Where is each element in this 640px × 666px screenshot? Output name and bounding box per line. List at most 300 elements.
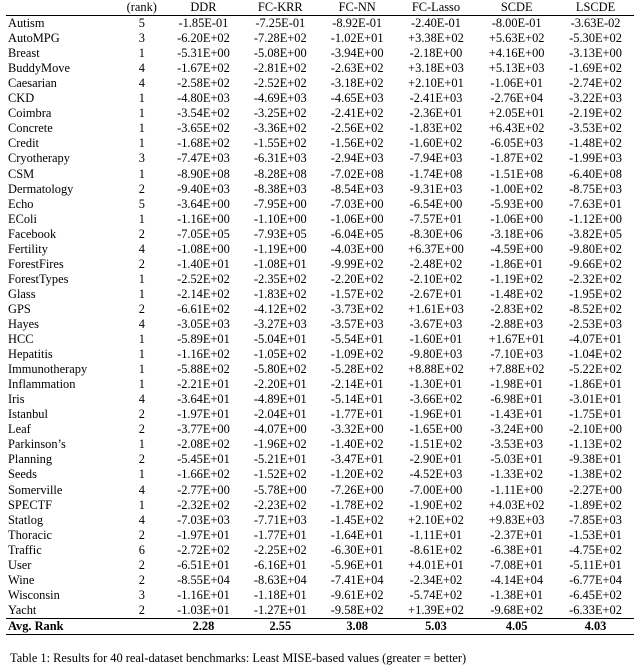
cell-scde: -2.37E+01 bbox=[490, 527, 544, 542]
cell-dataset: Hayes bbox=[8, 316, 39, 331]
avg-rank-cell-rank bbox=[119, 618, 165, 634]
cell-ddr: -7.03E+03 bbox=[177, 512, 230, 527]
cell-ddr: -3.05E+03 bbox=[177, 316, 230, 331]
cell-rank: 4 bbox=[138, 512, 145, 527]
cell-fc-nn: -5.96E+01 bbox=[330, 557, 384, 572]
results-table bbox=[6, 0, 634, 635]
cell-lscde: -2.19E+02 bbox=[569, 106, 622, 121]
cell-scde: +4.03E+02 bbox=[488, 497, 545, 512]
table-row bbox=[6, 452, 634, 467]
cell-fc-krr: -1.83E+02 bbox=[253, 286, 307, 301]
cell-dataset: Coimbra bbox=[8, 106, 52, 121]
cell-fc-lasso: -7.57E+01 bbox=[409, 211, 463, 226]
cell-fc-lasso: -1.11E+01 bbox=[409, 527, 463, 542]
cell-scde: -1.86E+01 bbox=[490, 256, 544, 271]
cell-fc-lasso: -3.67E+03 bbox=[409, 316, 463, 331]
cell-lscde: -6.33E+02 bbox=[569, 602, 622, 617]
cell-dataset: Yacht bbox=[8, 602, 37, 617]
cell-fc-krr: -7.28E+02 bbox=[253, 31, 307, 46]
table-row bbox=[6, 437, 634, 452]
cell-lscde: -8.52E+02 bbox=[569, 301, 622, 316]
cell-fc-nn: -1.02E+01 bbox=[330, 31, 384, 46]
cell-fc-nn: -4.65E+03 bbox=[330, 91, 384, 106]
cell-lscde: -8.75E+03 bbox=[569, 181, 622, 196]
cell-fc-nn: -4.03E+00 bbox=[330, 241, 384, 256]
cell-ddr: -3.77E+00 bbox=[177, 422, 230, 437]
cell-fc-krr: -5.21E+01 bbox=[253, 452, 307, 467]
cell-lscde: -1.69E+02 bbox=[569, 61, 622, 76]
cell-dataset: Seeds bbox=[8, 467, 37, 482]
cell-fc-lasso: -1.90E+02 bbox=[409, 497, 463, 512]
cell-fc-nn: -2.63E+02 bbox=[330, 61, 384, 76]
cell-scde: -1.51E+08 bbox=[490, 166, 544, 181]
table-row bbox=[6, 106, 634, 121]
cell-lscde: -3.53E+02 bbox=[569, 121, 622, 136]
cell-fc-krr: -7.25E-01 bbox=[255, 16, 306, 31]
cell-fc-lasso: +1.61E+03 bbox=[408, 301, 464, 316]
cell-rank: 1 bbox=[138, 106, 145, 121]
cell-ddr: -3.64E+01 bbox=[177, 392, 230, 407]
cell-dataset: Planning bbox=[8, 452, 53, 467]
cell-ddr: -1.66E+02 bbox=[177, 467, 230, 482]
cell-fc-nn: -3.32E+00 bbox=[330, 422, 384, 437]
cell-scde: -7.08E+01 bbox=[490, 557, 544, 572]
cell-dataset: Statlog bbox=[8, 512, 44, 527]
cell-rank: 1 bbox=[138, 362, 145, 377]
cell-ddr: -1.40E+01 bbox=[177, 256, 230, 271]
avg-rank-fc-krr: 2.55 bbox=[242, 618, 319, 634]
cell-rank: 1 bbox=[138, 437, 145, 452]
cell-fc-nn: -1.57E+02 bbox=[330, 286, 384, 301]
cell-fc-lasso: -9.80E+03 bbox=[409, 347, 463, 362]
table-row bbox=[6, 257, 634, 272]
cell-lscde: -3.82E+05 bbox=[569, 226, 622, 241]
cell-fc-krr: -8.38E+03 bbox=[253, 181, 307, 196]
cell-rank: 2 bbox=[138, 226, 145, 241]
cell-lscde: -2.27E+00 bbox=[569, 482, 622, 497]
table-row bbox=[6, 422, 634, 437]
cell-rank: 4 bbox=[138, 61, 145, 76]
cell-scde: -2.88E+03 bbox=[490, 316, 544, 331]
cell-fc-krr: -5.08E+00 bbox=[253, 46, 307, 61]
cell-fc-nn: -7.26E+00 bbox=[330, 482, 384, 497]
cell-fc-lasso: -1.60E+02 bbox=[409, 136, 463, 151]
cell-dataset: ForestFires bbox=[8, 256, 64, 271]
cell-dataset: CSM bbox=[8, 166, 35, 181]
cell-dataset: Echo bbox=[8, 196, 34, 211]
cell-fc-krr: -3.27E+03 bbox=[253, 316, 307, 331]
cell-lscde: -2.74E+02 bbox=[569, 76, 622, 91]
cell-scde: +6.43E+02 bbox=[488, 121, 545, 136]
cell-fc-nn: -8.92E-01 bbox=[332, 16, 383, 31]
cell-fc-lasso: -1.30E+01 bbox=[409, 377, 463, 392]
cell-rank: 2 bbox=[138, 407, 145, 422]
cell-ddr: -8.55E+04 bbox=[177, 572, 230, 587]
cell-ddr: -3.65E+02 bbox=[177, 121, 230, 136]
table-row bbox=[6, 467, 634, 482]
cell-lscde: -5.30E+02 bbox=[569, 31, 622, 46]
cell-ddr: -2.08E+02 bbox=[177, 437, 230, 452]
cell-fc-krr: -7.93E+05 bbox=[253, 226, 307, 241]
cell-fc-krr: -1.08E+01 bbox=[253, 256, 307, 271]
cell-fc-lasso: -2.10E+02 bbox=[409, 271, 463, 286]
table-row bbox=[6, 76, 634, 91]
cell-fc-krr: -1.27E+01 bbox=[253, 602, 307, 617]
table-row bbox=[6, 272, 634, 287]
cell-rank: 2 bbox=[138, 557, 145, 572]
cell-lscde: -4.75E+02 bbox=[569, 542, 622, 557]
cell-fc-lasso: -2.18E+00 bbox=[409, 46, 463, 61]
cell-fc-lasso: -7.00E+00 bbox=[409, 482, 463, 497]
cell-fc-krr: -7.95E+00 bbox=[253, 196, 307, 211]
cell-rank: 1 bbox=[138, 271, 145, 286]
table-row bbox=[6, 136, 634, 151]
cell-rank: 4 bbox=[138, 482, 145, 497]
cell-fc-lasso: -2.40E-01 bbox=[411, 16, 461, 31]
cell-fc-nn: -5.28E+02 bbox=[330, 362, 384, 377]
cell-rank: 2 bbox=[138, 572, 145, 587]
cell-fc-nn: -9.99E+02 bbox=[330, 256, 384, 271]
cell-fc-nn: -8.54E+03 bbox=[330, 181, 384, 196]
table-header-row bbox=[6, 0, 634, 16]
col-header-fc-lasso: FC-Lasso bbox=[396, 0, 477, 16]
cell-scde: -1.00E+02 bbox=[490, 181, 544, 196]
cell-dataset: Cryotherapy bbox=[8, 151, 70, 166]
cell-rank: 3 bbox=[138, 587, 145, 602]
cell-rank: 3 bbox=[138, 31, 145, 46]
cell-ddr: -7.05E+05 bbox=[177, 226, 230, 241]
cell-fc-nn: -3.94E+00 bbox=[330, 46, 384, 61]
cell-ddr: -2.77E+00 bbox=[177, 482, 230, 497]
table-row bbox=[6, 227, 634, 242]
cell-fc-lasso: -2.67E+01 bbox=[409, 286, 463, 301]
cell-dataset: EColi bbox=[8, 211, 37, 226]
cell-fc-nn: -3.73E+02 bbox=[330, 301, 384, 316]
cell-scde: +7.88E+02 bbox=[488, 362, 545, 377]
cell-ddr: -1.97E+01 bbox=[177, 527, 230, 542]
cell-fc-nn: -3.57E+03 bbox=[330, 316, 384, 331]
cell-dataset: HCC bbox=[8, 332, 34, 347]
cell-fc-krr: -2.25E+02 bbox=[253, 542, 307, 557]
cell-rank: 1 bbox=[138, 166, 145, 181]
cell-rank: 2 bbox=[138, 452, 145, 467]
cell-scde: -1.06E+01 bbox=[490, 76, 544, 91]
cell-fc-nn: -5.54E+01 bbox=[330, 332, 384, 347]
cell-dataset: Istanbul bbox=[8, 407, 48, 422]
cell-dataset: Leaf bbox=[8, 422, 31, 437]
cell-fc-lasso: -1.60E+01 bbox=[409, 332, 463, 347]
cell-scde: -9.68E+02 bbox=[490, 602, 544, 617]
cell-scde: -1.38E+01 bbox=[490, 587, 544, 602]
cell-fc-lasso: -4.52E+03 bbox=[409, 467, 463, 482]
cell-fc-nn: -1.56E+02 bbox=[330, 136, 384, 151]
cell-lscde: -1.99E+03 bbox=[569, 151, 622, 166]
table-row bbox=[6, 528, 634, 543]
cell-fc-krr: -6.16E+01 bbox=[253, 557, 307, 572]
cell-ddr: -6.61E+02 bbox=[177, 301, 230, 316]
cell-lscde: -6.40E+08 bbox=[569, 166, 622, 181]
cell-scde: -6.98E+01 bbox=[490, 392, 544, 407]
cell-dataset: Thoracic bbox=[8, 527, 53, 542]
table-row bbox=[6, 121, 634, 136]
cell-fc-lasso: -8.30E+06 bbox=[409, 226, 463, 241]
cell-rank: 2 bbox=[138, 181, 145, 196]
cell-scde: +4.16E+00 bbox=[488, 46, 545, 61]
cell-ddr: -3.64E+00 bbox=[177, 196, 230, 211]
table-row bbox=[6, 558, 634, 573]
table-row bbox=[6, 317, 634, 332]
col-header-lscde: LSCDE bbox=[557, 0, 634, 16]
cell-fc-lasso: -1.83E+02 bbox=[409, 121, 463, 136]
table-row bbox=[6, 287, 634, 302]
cell-lscde: -7.85E+03 bbox=[569, 512, 622, 527]
cell-fc-nn: -1.77E+01 bbox=[330, 407, 384, 422]
cell-scde: -3.53E+03 bbox=[490, 437, 544, 452]
cell-rank: 2 bbox=[138, 301, 145, 316]
cell-rank: 5 bbox=[138, 196, 145, 211]
cell-dataset: BuddyMove bbox=[8, 61, 70, 76]
cell-rank: 2 bbox=[138, 602, 145, 617]
cell-dataset: Concrete bbox=[8, 121, 53, 136]
cell-scde: -1.19E+02 bbox=[490, 271, 544, 286]
cell-scde: -2.76E+04 bbox=[490, 91, 544, 106]
cell-lscde: -9.80E+02 bbox=[569, 241, 622, 256]
cell-ddr: -2.32E+02 bbox=[177, 497, 230, 512]
cell-lscde: -1.38E+02 bbox=[569, 467, 622, 482]
cell-fc-lasso: +2.10E+01 bbox=[408, 76, 464, 91]
cell-lscde: -7.63E+01 bbox=[569, 196, 622, 211]
table-row bbox=[6, 91, 634, 106]
cell-fc-krr: -4.07E+00 bbox=[253, 422, 307, 437]
cell-fc-krr: -4.69E+03 bbox=[253, 91, 307, 106]
cell-ddr: -1.97E+01 bbox=[177, 407, 230, 422]
table-row bbox=[6, 197, 634, 212]
cell-fc-nn: -3.47E+01 bbox=[330, 452, 384, 467]
cell-ddr: -4.80E+03 bbox=[177, 91, 230, 106]
cell-scde: -6.38E+01 bbox=[490, 542, 544, 557]
cell-dataset: Inflammation bbox=[8, 377, 76, 392]
cell-fc-krr: -8.28E+08 bbox=[253, 166, 307, 181]
cell-fc-nn: -7.41E+04 bbox=[330, 572, 384, 587]
table-row bbox=[6, 31, 634, 46]
cell-dataset: Iris bbox=[8, 392, 25, 407]
cell-fc-krr: -4.89E+01 bbox=[253, 392, 307, 407]
cell-fc-nn: -1.20E+02 bbox=[330, 467, 384, 482]
cell-scde: +2.05E+01 bbox=[488, 106, 545, 121]
table-row bbox=[6, 16, 634, 32]
cell-rank: 4 bbox=[138, 241, 145, 256]
cell-lscde: -1.04E+02 bbox=[569, 347, 622, 362]
cell-scde: +5.63E+02 bbox=[488, 31, 545, 46]
cell-scde: -5.03E+01 bbox=[490, 452, 544, 467]
cell-lscde: -1.89E+02 bbox=[569, 497, 622, 512]
avg-rank-fc-nn: 3.08 bbox=[319, 618, 396, 634]
cell-lscde: -3.01E+01 bbox=[569, 392, 622, 407]
cell-lscde: -6.77E+04 bbox=[569, 572, 622, 587]
cell-rank: 1 bbox=[138, 377, 145, 392]
cell-fc-lasso: -7.94E+03 bbox=[409, 151, 463, 166]
table-row bbox=[6, 242, 634, 257]
cell-ddr: -5.88E+02 bbox=[177, 362, 230, 377]
col-header-rank: (rank) bbox=[119, 0, 165, 16]
cell-fc-nn: -7.02E+08 bbox=[330, 166, 384, 181]
cell-dataset: Autism bbox=[8, 16, 45, 31]
table-row bbox=[6, 347, 634, 362]
cell-dataset: Credit bbox=[8, 136, 39, 151]
cell-fc-lasso: +2.10E+02 bbox=[408, 512, 464, 527]
cell-scde: -4.59E+00 bbox=[490, 241, 544, 256]
cell-fc-nn: -3.18E+02 bbox=[330, 76, 384, 91]
table-caption: Table 1: Results for 40 real-dataset benchmarks: Least MISE-based values (greater = better) bbox=[10, 651, 467, 665]
cell-lscde: -1.95E+02 bbox=[569, 286, 622, 301]
cell-fc-lasso: +3.18E+03 bbox=[408, 61, 464, 76]
cell-ddr: -1.67E+02 bbox=[177, 61, 230, 76]
cell-scde: -2.83E+02 bbox=[490, 301, 544, 316]
cell-ddr: -5.31E+00 bbox=[177, 46, 230, 61]
table-row bbox=[6, 61, 634, 76]
cell-ddr: -1.03E+01 bbox=[177, 602, 230, 617]
cell-scde: -8.00E-01 bbox=[491, 16, 542, 31]
cell-dataset: Glass bbox=[8, 286, 36, 301]
cell-ddr: -7.47E+03 bbox=[177, 151, 230, 166]
cell-lscde: -2.10E+00 bbox=[569, 422, 622, 437]
cell-scde: -1.43E+01 bbox=[490, 407, 544, 422]
cell-fc-nn: -6.30E+01 bbox=[330, 542, 384, 557]
cell-ddr: -1.16E+00 bbox=[177, 211, 230, 226]
cell-fc-krr: -2.23E+02 bbox=[253, 497, 307, 512]
avg-rank-lscde: 4.03 bbox=[557, 618, 634, 634]
cell-rank: 1 bbox=[138, 467, 145, 482]
cell-fc-lasso: -2.34E+02 bbox=[409, 572, 463, 587]
cell-dataset: Somerville bbox=[8, 482, 63, 497]
table-row bbox=[6, 151, 634, 166]
cell-fc-krr: -1.19E+00 bbox=[253, 241, 307, 256]
cell-rank: 1 bbox=[138, 91, 145, 106]
cell-rank: 5 bbox=[138, 16, 145, 31]
cell-dataset: Facebook bbox=[8, 226, 57, 241]
cell-fc-krr: -4.12E+02 bbox=[253, 301, 307, 316]
cell-ddr: -1.16E+01 bbox=[177, 587, 230, 602]
table-row bbox=[6, 302, 634, 317]
cell-fc-lasso: -5.74E+02 bbox=[409, 587, 463, 602]
cell-rank: 4 bbox=[138, 76, 145, 91]
cell-rank: 4 bbox=[138, 316, 145, 331]
cell-lscde: -5.11E+01 bbox=[569, 557, 622, 572]
cell-fc-lasso: -2.90E+01 bbox=[409, 452, 463, 467]
avg-rank-scde: 4.05 bbox=[476, 618, 557, 634]
cell-dataset: Parkinson’s bbox=[8, 437, 66, 452]
cell-ddr: -2.21E+01 bbox=[177, 377, 230, 392]
cell-scde: -3.24E+00 bbox=[490, 422, 544, 437]
cell-rank: 1 bbox=[138, 347, 145, 362]
cell-ddr: -5.89E+01 bbox=[177, 332, 230, 347]
cell-fc-krr: -1.96E+02 bbox=[253, 437, 307, 452]
col-header-fc-krr: FC-KRR bbox=[242, 0, 319, 16]
cell-fc-krr: -3.36E+02 bbox=[253, 121, 307, 136]
cell-scde: -1.06E+00 bbox=[490, 211, 544, 226]
cell-ddr: -1.16E+02 bbox=[177, 347, 230, 362]
cell-ddr: -3.54E+02 bbox=[177, 106, 230, 121]
cell-fc-krr: -1.52E+02 bbox=[253, 467, 307, 482]
avg-rank-row bbox=[6, 618, 634, 634]
cell-rank: 4 bbox=[138, 392, 145, 407]
cell-lscde: -3.13E+00 bbox=[569, 46, 622, 61]
cell-fc-nn: -2.14E+01 bbox=[330, 377, 384, 392]
cell-fc-krr: -7.71E+03 bbox=[253, 512, 307, 527]
table-row bbox=[6, 362, 634, 377]
cell-ddr: -2.52E+02 bbox=[177, 271, 230, 286]
cell-fc-nn: -1.78E+02 bbox=[330, 497, 384, 512]
cell-fc-lasso: -2.48E+02 bbox=[409, 256, 463, 271]
cell-rank: 3 bbox=[138, 151, 145, 166]
cell-fc-nn: -2.41E+02 bbox=[330, 106, 384, 121]
cell-ddr: -2.72E+02 bbox=[177, 542, 230, 557]
cell-ddr: -2.58E+02 bbox=[177, 76, 230, 91]
cell-lscde: -2.53E+03 bbox=[569, 316, 622, 331]
cell-dataset: Immunotherapy bbox=[8, 362, 88, 377]
cell-scde: -1.11E+00 bbox=[490, 482, 543, 497]
cell-scde: -1.48E+02 bbox=[490, 286, 544, 301]
cell-ddr: -1.85E-01 bbox=[178, 16, 229, 31]
table-row bbox=[6, 573, 634, 588]
cell-scde: -3.18E+06 bbox=[490, 226, 544, 241]
cell-fc-lasso: +4.01E+01 bbox=[408, 557, 464, 572]
table-row bbox=[6, 167, 634, 182]
cell-scde: -7.10E+03 bbox=[490, 347, 544, 362]
cell-lscde: -5.22E+02 bbox=[569, 362, 622, 377]
col-header-scde: SCDE bbox=[476, 0, 557, 16]
cell-fc-krr: -2.81E+02 bbox=[253, 61, 307, 76]
cell-fc-krr: -1.77E+01 bbox=[253, 527, 307, 542]
table-row bbox=[6, 407, 634, 422]
col-header-ddr: DDR bbox=[165, 0, 242, 16]
cell-dataset: SPECTF bbox=[8, 497, 53, 512]
cell-fc-lasso: +8.88E+02 bbox=[408, 362, 464, 377]
cell-fc-nn: -1.09E+02 bbox=[330, 347, 384, 362]
table-row bbox=[6, 543, 634, 558]
cell-fc-lasso: -3.66E+02 bbox=[409, 392, 463, 407]
cell-dataset: Caesarian bbox=[8, 76, 57, 91]
col-header-fc-nn: FC-NN bbox=[319, 0, 396, 16]
cell-lscde: -1.75E+01 bbox=[569, 407, 622, 422]
cell-fc-lasso: -2.36E+01 bbox=[409, 106, 463, 121]
cell-dataset: Hepatitis bbox=[8, 347, 53, 362]
table-row bbox=[6, 603, 634, 619]
col-header-dataset bbox=[6, 0, 119, 16]
cell-rank: 1 bbox=[138, 497, 145, 512]
cell-fc-lasso: -9.31E+03 bbox=[409, 181, 463, 196]
cell-ddr: -2.14E+02 bbox=[177, 286, 230, 301]
table-row bbox=[6, 332, 634, 347]
cell-fc-nn: -2.94E+03 bbox=[330, 151, 384, 166]
cell-ddr: -5.45E+01 bbox=[177, 452, 230, 467]
cell-fc-nn: -9.61E+02 bbox=[330, 587, 384, 602]
cell-fc-krr: -6.31E+03 bbox=[253, 151, 307, 166]
cell-lscde: -1.86E+01 bbox=[569, 377, 622, 392]
cell-rank: 2 bbox=[138, 422, 145, 437]
cell-fc-nn: -5.14E+01 bbox=[330, 392, 384, 407]
cell-scde: +5.13E+03 bbox=[488, 61, 545, 76]
cell-fc-krr: -2.20E+01 bbox=[253, 377, 307, 392]
cell-scde: -1.87E+02 bbox=[490, 151, 544, 166]
cell-fc-nn: -7.03E+00 bbox=[330, 196, 384, 211]
table-row bbox=[6, 212, 634, 227]
cell-fc-lasso: +6.37E+00 bbox=[408, 241, 464, 256]
cell-ddr: -9.40E+03 bbox=[177, 181, 230, 196]
cell-fc-krr: -5.78E+00 bbox=[253, 482, 307, 497]
cell-fc-lasso: -1.74E+08 bbox=[409, 166, 463, 181]
cell-fc-krr: -2.52E+02 bbox=[253, 76, 307, 91]
